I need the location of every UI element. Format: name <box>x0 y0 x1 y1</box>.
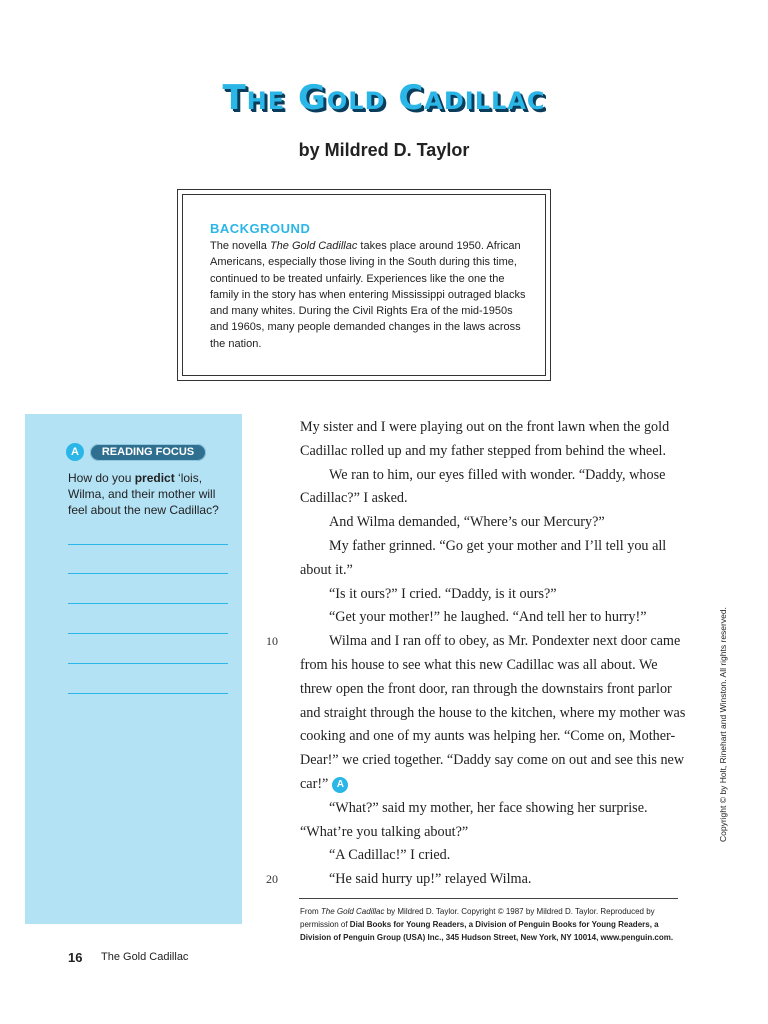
background-text <box>210 238 530 352</box>
footnote-rest: by Mildred D. Taylor. Copyright © 1987 by Mildred D. Taylor. Reproduced by permission of <box>300 907 655 929</box>
answer-line-5[interactable] <box>68 663 228 664</box>
author-byline: by Mildred D. Taylor <box>298 140 470 160</box>
story-paragraph-9: “A Cadillac!” I cried. <box>329 847 451 864</box>
footnote-title: The Gold Cadillac <box>320 907 385 916</box>
line-number-10: 10 <box>266 634 278 648</box>
story-paragraph-4: My father grinned. “Go get your mother and I’ll tell you all about it.” <box>300 537 667 578</box>
story-paragraph-6: “Get your mother!” he laughed. “And tell her to hurry!” <box>329 609 647 626</box>
background-text-pre: The novella <box>210 240 270 252</box>
background-text-post: takes place around 1950. African Americans, especially those living in the South during this time, continued to be treated unfairly. Experiences like the one the family in the story has when entering Mississippi outraged blacks and many whites. During the Civil Rights Era of the mid-1950s and 1960s, many people demanded changes in the laws across the nation. <box>210 240 526 350</box>
reading-focus-question <box>68 470 233 518</box>
story-paragraph-10: “He said hurry up!” relayed Wilma. <box>329 871 532 888</box>
reading-focus-marker-a[interactable]: A <box>332 777 348 793</box>
answer-line-2[interactable] <box>68 573 228 574</box>
footnote-publisher: Dial Books for Young Readers, a Division of Penguin Books for Young Readers, a Division of Penguin Group (USA) Inc., 345 Hudson Street, New York, NY 10014, www.penguin.com. <box>300 920 674 942</box>
reading-focus-badge: A <box>66 443 84 461</box>
source-footnote <box>300 905 680 944</box>
story-title: The Gold Cadillac <box>222 78 546 118</box>
answer-line-3[interactable] <box>68 603 228 604</box>
story-paragraph-5: “Is it ours?” I cried. “Daddy, is it ours?” <box>329 585 557 602</box>
story-paragraph-1: My sister and I were playing out on the front lawn when the gold Cadillac rolled up and my father stepped from behind the wheel. <box>300 419 670 459</box>
running-title: The Gold Cadillac <box>101 951 189 963</box>
footnote-rule <box>299 898 678 899</box>
footnote-from: From <box>300 907 321 916</box>
story-paragraph-3: And Wilma demanded, “Where’s our Mercury?” <box>329 514 605 531</box>
reading-focus-label: READING FOCUS <box>90 444 206 461</box>
story-paragraph-7-text: Wilma and I ran off to obey, as Mr. Pondexter next door came from his house to see what this new Cadillac was all about. We threw open the front door, ran through the downstairs front parlor and straight through the house to the kitchen, where my mother was cooking and one of my aunts was helping her. “Come on, Mother-Dear!” we cried together. “Daddy say come on out and see this new car!” <box>300 633 686 792</box>
question-pre: How do you <box>68 471 135 485</box>
background-text-italic-title: The Gold Cadillac <box>269 240 358 252</box>
answer-line-1[interactable] <box>68 544 228 545</box>
story-paragraph-2: We ran to him, our eyes filled with wonder. “Daddy, whose Cadillac?” I asked. <box>300 466 666 507</box>
answer-line-6[interactable] <box>68 693 228 694</box>
page-number: 16 <box>68 950 83 965</box>
background-heading: BACKGROUND <box>210 221 311 236</box>
answer-line-4[interactable] <box>68 633 228 634</box>
question-post: ‘lois, Wilma, and their mother will feel about the new Cadillac? <box>68 471 219 517</box>
question-bold-term: predict <box>134 471 175 485</box>
story-text <box>300 416 690 892</box>
story-paragraph-7 <box>300 630 690 797</box>
copyright-notice-vertical: Copyright © by Holt, Rinehart and Winston. All rights reserved. <box>718 607 728 842</box>
story-paragraph-8: “What?” said my mother, her face showing her surprise. “What’re you talking about?” <box>300 799 648 840</box>
line-number-20: 20 <box>266 872 278 886</box>
